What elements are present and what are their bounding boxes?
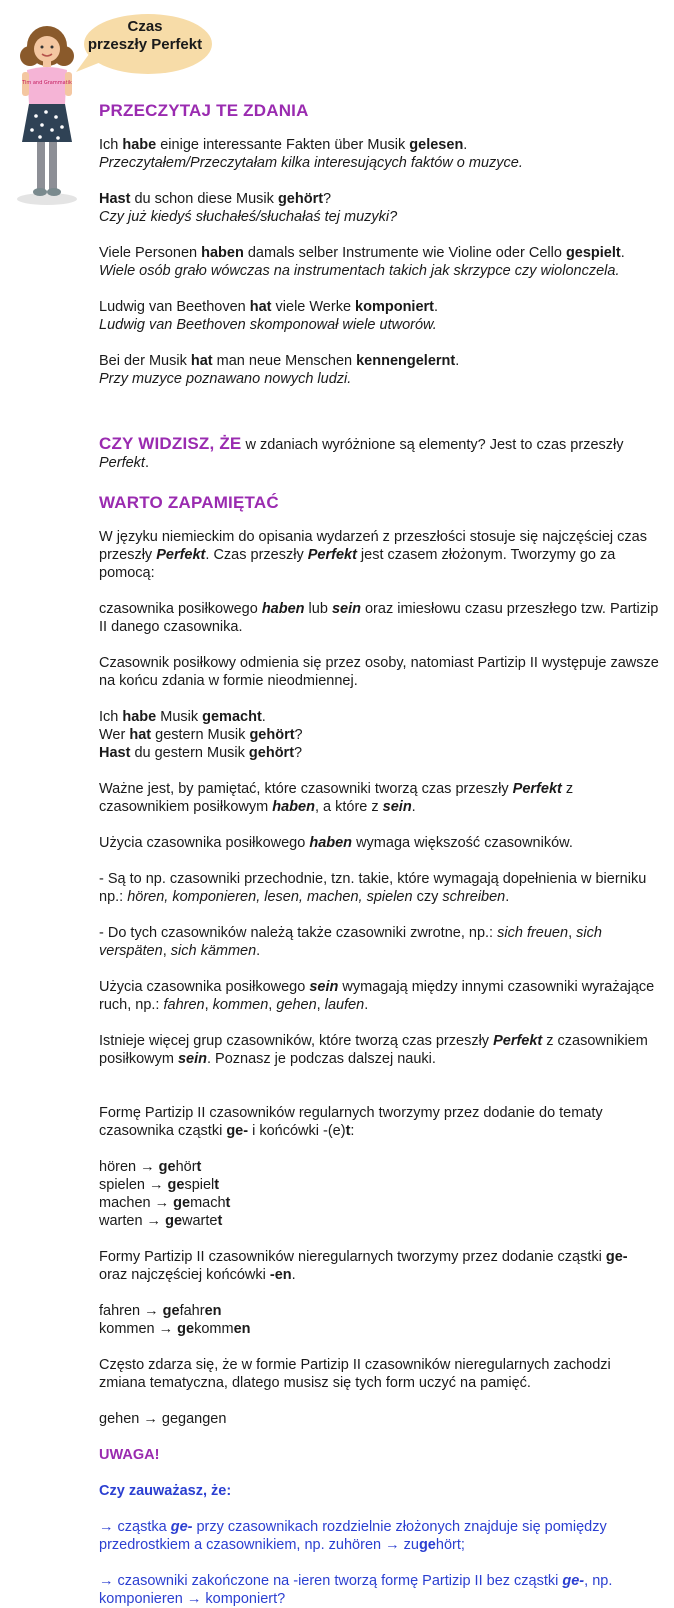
rule-paragraph: - Do tych czasowników należą także czasowniki zwrotne, np.: sich freuen, sich verspäten, sich kämmen.	[99, 925, 602, 959]
example-translation: Przeczytałem/Przeczytałam kilka interesujących faktów o muzyce.	[99, 155, 523, 171]
section-title-remember: WARTO ZAPAMIĘTAĆ	[99, 493, 279, 512]
lesson-content	[99, 96, 659, 1608]
notice-item: → cząstka ge- przy czasownikach rozdzielnie złożonych znajduje się pomiędzy przedrostkiem a czasownikiem, np. zuhören → zugehört;	[99, 1519, 607, 1553]
warning-heading: UWAGA!	[99, 1447, 160, 1463]
notice-heading: Czy zauważasz, że:	[99, 1483, 232, 1499]
rule-paragraph: Użycia czasownika posiłkowego haben wymaga większość czasowników.	[99, 835, 573, 851]
example-sentence: Bei der Musik hat man neue Menschen kennengelernt.	[99, 353, 460, 369]
rule-paragraph: Czasownik posiłkowy odmienia się przez osoby, natomiast Partizip II występuje zawsze na końcu zdania w formie nieodmiennej.	[99, 655, 659, 689]
section-title-read: PRZECZYTAJ TE ZDANIA	[99, 101, 309, 120]
example-line: Wer hat gestern Musik gehört?	[99, 727, 303, 743]
regular-verb-example: spielen → gespielt	[99, 1177, 220, 1193]
regular-verb-example: machen → gemacht	[99, 1195, 231, 1211]
rule-paragraph: Użycia czasownika posiłkowego sein wymagają między innymi czasowniki wyrażające ruch, np.: fahren, kommen, gehen, laufen.	[99, 979, 655, 1013]
example-translation: Wiele osób grało wówczas na instrumentach takich jak skrzypce czy wiolonczela.	[99, 263, 620, 279]
bubble-title: Czas przeszły Perfekt	[87, 18, 203, 53]
rule-paragraph: czasownika posiłkowego haben lub sein oraz imiesłowu czasu przeszłego tzw. Partizip II danego czasownika.	[99, 601, 659, 635]
rule-paragraph: Ważne jest, by pamiętać, które czasowniki tworzą czas przeszły Perfekt z czasownikiem posiłkowym haben, a które z sein.	[99, 781, 574, 815]
question-do-you-see: CZY WIDZISZ, ŻE w zdaniach wyróżnione są elementy? Jest to czas przeszły Perfekt.	[99, 434, 624, 471]
irregular-verb-example: fahren → gefahren	[99, 1303, 222, 1319]
rule-paragraph: - Są to np. czasowniki przechodnie, tzn. takie, które wymagają dopełnienia w bierniku np.: hören, komponieren, lesen, machen, spielen czy schreiben.	[99, 871, 647, 905]
rule-paragraph: Często zdarza się, że w formie Partizip II czasowników nieregularnych zachodzi zmiana tematyczna, dlatego musisz się tych form uczyć na pamięć.	[99, 1357, 611, 1391]
rule-paragraph: Istnieje więcej grup czasowników, które tworzą czas przeszły Perfekt z czasownikiem posiłkowym sein. Poznasz je podczas dalszej nauki.	[99, 1033, 648, 1067]
irregular-verb-example: kommen → gekommen	[99, 1321, 251, 1337]
girl-mascot-illustration	[12, 24, 82, 206]
example-translation: Przy muzyce poznawano nowych ludzi.	[99, 371, 352, 387]
example-line: Ich habe Musik gemacht.	[99, 709, 266, 725]
regular-verb-example: warten → gewartet	[99, 1213, 223, 1229]
rule-paragraph: Formy Partizip II czasowników nieregularnych tworzymy przez dodanie cząstki ge- oraz najczęściej końcówki -en.	[99, 1249, 628, 1283]
example-line: Hast du gestern Musik gehört?	[99, 745, 303, 761]
example-sentence: Hast du schon diese Musik gehört?	[99, 191, 332, 207]
regular-verb-example: hören → gehört	[99, 1159, 202, 1175]
example-translation: Czy już kiedyś słuchałeś/słuchałaś tej muzyki?	[99, 209, 398, 225]
rule-paragraph: W języku niemieckim do opisania wydarzeń z przeszłości stosuje się najczęściej czas przeszły Perfekt. Czas przeszły Perfekt jest czasem złożonym. Tworzymy go za pomocą:	[99, 529, 647, 581]
rule-paragraph: Formę Partizip II czasowników regularnych tworzymy przez dodanie do tematy czasownika cząstki ge- i końcówki -(e)t:	[99, 1105, 603, 1139]
shirt-text: Tim and Grammatik	[22, 80, 72, 86]
example-sentence: Ludwig van Beethoven hat viele Werke komponiert.	[99, 299, 439, 315]
example-sentence: Viele Personen haben damals selber Instrumente wie Violine oder Cello gespielt.	[99, 245, 625, 261]
example-translation: Ludwig van Beethoven skomponował wiele utworów.	[99, 317, 437, 333]
notice-item: → czasowniki zakończone na -ieren tworzą formę Partizip II bez cząstki ge-, np. komponieren → komponiert?	[99, 1573, 613, 1607]
example-sentence: Ich habe einige interessante Fakten über Musik gelesen.	[99, 137, 468, 153]
example-line: gehen → gegangen	[99, 1411, 227, 1427]
